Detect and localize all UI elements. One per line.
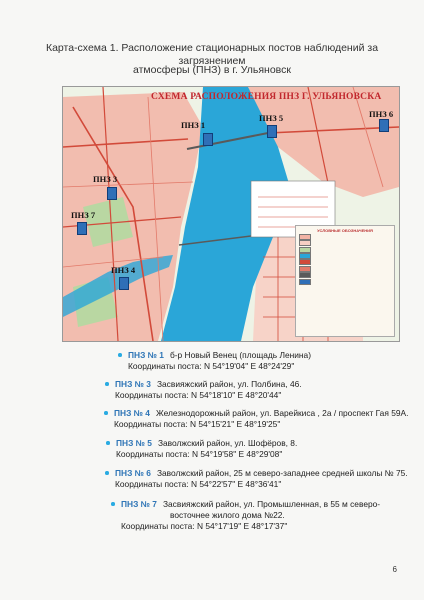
legend-title: УСЛОВНЫЕ ОБОЗНАЧЕНИЯ (317, 228, 373, 233)
legend-row (299, 279, 391, 284)
post-address: Заволжский район, ул. Шофёров, 8. (157, 438, 298, 448)
post-address: б-р Новый Венец (площадь Ленина) (169, 350, 311, 360)
post-item-4 (114, 408, 408, 430)
pnz-7-label: ПНЗ 7 (71, 210, 96, 220)
post-id: ПНЗ № 1 (128, 350, 164, 360)
post-item-6 (115, 468, 408, 490)
pnz-7-marker (77, 222, 87, 235)
bullet-icon (104, 411, 108, 415)
post-id: ПНЗ № 7 (121, 499, 157, 509)
map-caption-line1: Карта-схема 1. Расположение стационарных постов наблюдений за загрязнением (45, 42, 379, 67)
bullet-icon (111, 502, 115, 506)
post-id: ПНЗ № 5 (116, 438, 152, 448)
pnz-1-marker (203, 133, 213, 146)
pnz-5-marker (267, 125, 277, 138)
post-coords: Координаты поста: N 54°19'58" E 48°29'08" (116, 449, 283, 459)
post-address-cont: восточнее жилого дома №22. (170, 510, 285, 520)
legend-row (299, 254, 391, 259)
legend-row (299, 260, 391, 265)
bullet-icon (105, 471, 109, 475)
post-address: Засвияжский район, ул. Промышленная, в 55 м северо- (162, 499, 381, 509)
map-title: СХЕМА РАСПОЛОЖЕНИЯ ПНЗ Г. УЛЬЯНОВСКА (151, 92, 382, 102)
bullet-icon (105, 382, 109, 386)
pnz-1-label: ПНЗ 1 (181, 120, 206, 130)
legend-row (299, 273, 391, 278)
post-address: Заволжский район, 25 м северо-западнее средней школы № 75. (156, 468, 408, 478)
legend-row (299, 241, 391, 246)
bullet-icon (118, 353, 122, 357)
post-id: ПНЗ № 6 (115, 468, 151, 478)
pnz-6-label: ПНЗ 6 (369, 109, 394, 119)
pnz-3-marker (107, 187, 117, 200)
map-caption-line2: атмосферы (ПНЗ) в г. Ульяновск (133, 64, 291, 76)
legend-row (299, 266, 391, 271)
map-legend (295, 225, 395, 337)
pnz-4-marker (119, 277, 129, 290)
pnz-3-label: ПНЗ 3 (93, 174, 118, 184)
pnz-4-label: ПНЗ 4 (111, 265, 136, 275)
post-coords: Координаты поста: N 54°18'10" E 48°20'44" (115, 390, 282, 400)
post-coords: Координаты поста: N 54°17'19" E 48°17'37" (121, 521, 288, 531)
page-number: 6 (392, 565, 397, 574)
pnz-6-marker (379, 119, 389, 132)
post-address: Железнодорожный район, ул. Варейкиса , 2а / проспект Гая 59А. (155, 408, 409, 418)
post-coords: Координаты поста: N 54°22'57" E 48°36'41" (115, 479, 282, 489)
bullet-icon (106, 441, 110, 445)
post-item-3 (115, 379, 302, 401)
legend-row (299, 247, 391, 252)
post-item-1 (128, 350, 311, 372)
post-coords: Координаты поста: N 54°15'21" E 48°19'25" (114, 419, 281, 429)
post-id: ПНЗ № 3 (115, 379, 151, 389)
post-address: Засвияжский район, ул. Полбина, 46. (156, 379, 302, 389)
legend-row (299, 234, 391, 239)
post-id: ПНЗ № 4 (114, 408, 150, 418)
post-coords: Координаты поста: N 54°19'04" E 48°24'29" (128, 361, 295, 371)
post-item-5 (116, 438, 297, 460)
city-map (62, 86, 400, 342)
post-item-7 (121, 499, 380, 532)
pnz-5-label: ПНЗ 5 (259, 113, 284, 123)
